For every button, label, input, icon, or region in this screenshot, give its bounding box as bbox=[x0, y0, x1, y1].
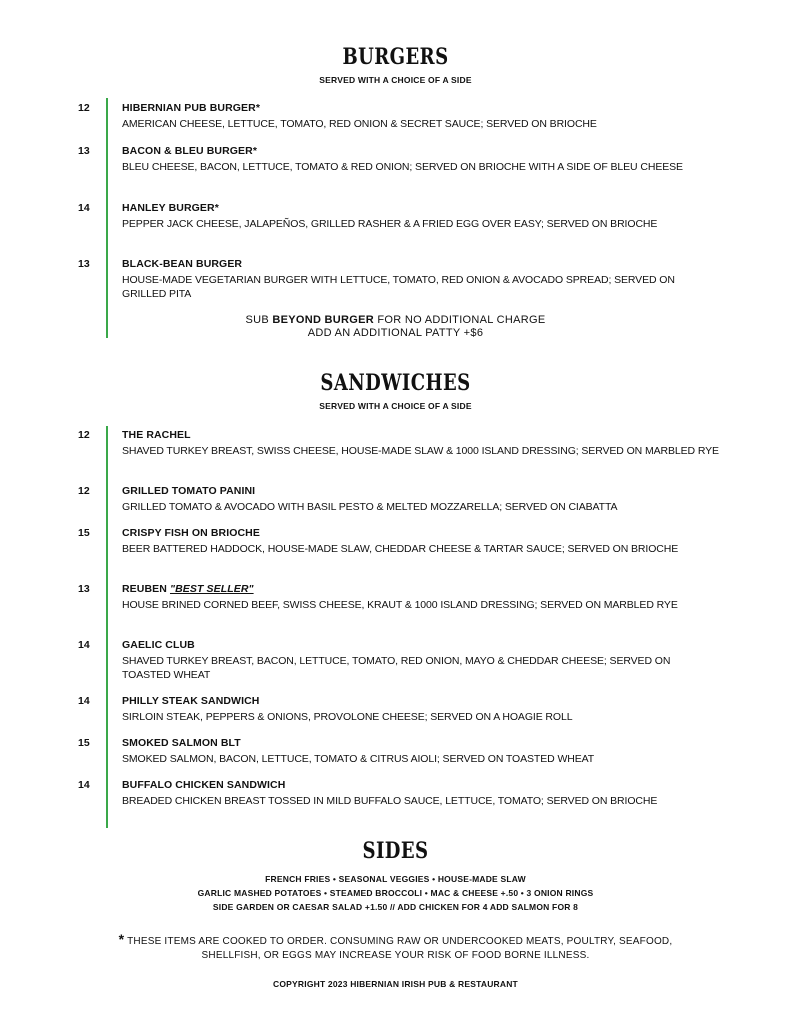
sides-line-3: SIDE GARDEN OR CAESAR SALAD +1.50 // ADD CHICKEN FOR 4 ADD SALMON FOR 8 bbox=[212, 902, 579, 912]
best-seller-tag: "BEST SELLER" bbox=[169, 583, 254, 595]
item-price: 13 bbox=[78, 583, 90, 595]
item-price: 15 bbox=[78, 527, 90, 539]
item-description: AMERICAN CHEESE, LETTUCE, TOMATO, RED ONION & SECRET SAUCE; SERVED ON BRIOCHE bbox=[122, 118, 597, 130]
item-name: PHILLY STEAK SANDWICH bbox=[122, 695, 260, 707]
item-description: HOUSE BRINED CORNED BEEF, SWISS CHEESE, KRAUT & 1000 ISLAND DRESSING; SERVED ON MARBLED RYE bbox=[122, 599, 678, 611]
sandwiches-subtitle: SERVED WITH A CHOICE OF A SIDE bbox=[319, 401, 472, 411]
item-description: BREADED CHICKEN BREAST TOSSED IN MILD BUFFALO SAUCE, LETTUCE, TOMATO; SERVED ON BRIOCHE bbox=[122, 795, 658, 807]
item-description: HOUSE-MADE VEGETARIAN BURGER WITH LETTUCE, TOMATO, RED ONION & AVOCADO SPREAD; SERVED ON GRILLED PITA bbox=[122, 274, 675, 300]
item-description: SHAVED TURKEY BREAST, SWISS CHEESE, HOUSE-MADE SLAW & 1000 ISLAND DRESSING; SERVED ON MARBLED RYE bbox=[122, 445, 719, 457]
item-price: 14 bbox=[78, 695, 90, 707]
item-name: GAELIC CLUB bbox=[122, 639, 195, 651]
burgers-note-line2: ADD AN ADDITIONAL PATTY +$6 bbox=[307, 327, 484, 339]
item-price: 13 bbox=[78, 258, 90, 270]
item-description: BEER BATTERED HADDOCK, HOUSE-MADE SLAW, CHEDDAR CHEESE & TARTAR SAUCE; SERVED ON BRIOCHE bbox=[122, 543, 679, 555]
disclaimer-line-2: SHELLFISH, OR EGGS MAY INCREASE YOUR RISK OF FOOD BORNE ILLNESS. bbox=[201, 950, 590, 961]
burgers-divider-line bbox=[106, 98, 108, 338]
sides-line-1: FRENCH FRIES • SEASONAL VEGGIES • HOUSE-MADE SLAW bbox=[265, 874, 526, 884]
item-price: 12 bbox=[78, 485, 90, 497]
copyright: COPYRIGHT 2023 HIBERNIAN IRISH PUB & RESTAURANT bbox=[273, 979, 518, 989]
item-price: 15 bbox=[78, 737, 90, 749]
note-bold: BEYOND BURGER bbox=[272, 314, 375, 326]
item-price: 14 bbox=[78, 202, 90, 214]
note-prefix: SUB bbox=[245, 314, 273, 326]
burgers-heading: BURGERS bbox=[342, 44, 449, 70]
item-description: GRILLED TOMATO & AVOCADO WITH BASIL PESTO & MELTED MOZZARELLA; SERVED ON CIABATTA bbox=[122, 501, 618, 513]
item-name: HIBERNIAN PUB BURGER* bbox=[122, 102, 261, 114]
item-price: 12 bbox=[78, 102, 90, 114]
disclaimer-text: THESE ITEMS ARE COOKED TO ORDER. CONSUMING RAW OR UNDERCOOKED MEATS, POULTRY, SEAFOOD, bbox=[124, 936, 673, 947]
item-name: CRISPY FISH ON BRIOCHE bbox=[122, 527, 260, 539]
item-name: SMOKED SALMON BLT bbox=[122, 737, 241, 749]
asterisk: * bbox=[118, 931, 125, 947]
item-name-text: REUBEN bbox=[122, 583, 167, 595]
sides-line-2: GARLIC MASHED POTATOES • STEAMED BROCCOLI • MAC & CHEESE +.50 • 3 ONION RINGS bbox=[197, 888, 594, 898]
item-name bbox=[122, 583, 254, 595]
item-description: SHAVED TURKEY BREAST, BACON, LETTUCE, TOMATO, RED ONION, MAYO & CHEDDAR CHEESE; SERVED ON TOASTED WHEAT bbox=[122, 655, 671, 681]
item-name: BACON & BLEU BURGER* bbox=[122, 145, 258, 157]
burgers-subtitle: SERVED WITH A CHOICE OF A SIDE bbox=[319, 75, 472, 85]
item-description: PEPPER JACK CHEESE, JALAPEÑOS, GRILLED RASHER & A FRIED EGG OVER EASY; SERVED ON BRIOCHE bbox=[122, 218, 658, 230]
item-description: SIRLOIN STEAK, PEPPERS & ONIONS, PROVOLONE CHEESE; SERVED ON A HOAGIE ROLL bbox=[122, 711, 573, 723]
item-name: THE RACHEL bbox=[122, 429, 191, 441]
sandwiches-divider-line bbox=[106, 426, 108, 828]
item-name: HANLEY BURGER* bbox=[122, 202, 219, 214]
item-price: 14 bbox=[78, 779, 90, 791]
item-price: 13 bbox=[78, 145, 90, 157]
item-name: GRILLED TOMATO PANINI bbox=[122, 485, 256, 497]
item-name: BLACK-BEAN BURGER bbox=[122, 258, 243, 270]
sandwiches-heading: SANDWICHES bbox=[320, 370, 471, 396]
note-suffix: FOR NO ADDITIONAL CHARGE bbox=[374, 314, 546, 326]
item-price: 14 bbox=[78, 639, 90, 651]
item-description: SMOKED SALMON, BACON, LETTUCE, TOMATO & CITRUS AIOLI; SERVED ON TOASTED WHEAT bbox=[122, 753, 595, 765]
item-name: BUFFALO CHICKEN SANDWICH bbox=[122, 779, 286, 791]
item-price: 12 bbox=[78, 429, 90, 441]
burgers-note bbox=[0, 314, 791, 327]
item-description: BLEU CHEESE, BACON, LETTUCE, TOMATO & RED ONION; SERVED ON BRIOCHE WITH A SIDE OF BLEU CHEESE bbox=[122, 161, 683, 173]
sides-heading: SIDES bbox=[362, 838, 429, 864]
